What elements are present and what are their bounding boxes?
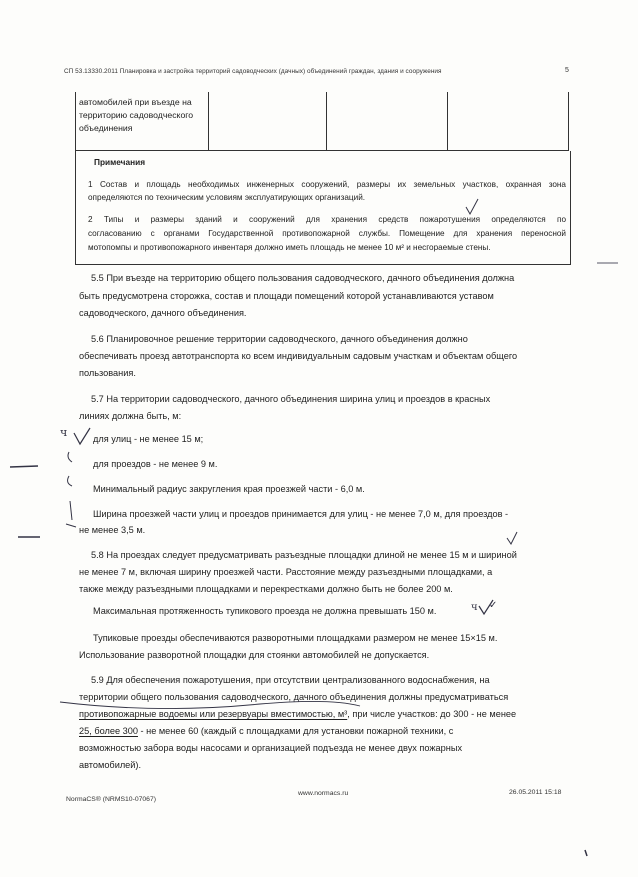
clause-text: , при числе участков: до 300 - не менее	[347, 709, 517, 719]
clause-5-9-line: территории общего пользования садоводческого, дачного объединения должны предусматриваться	[79, 692, 509, 702]
clause-5-5-line: 5.5 При въезде на территорию общего пользования садоводческого, дачного объединения должна	[91, 273, 515, 283]
clause-5-8-line: не менее 7 м, включая ширину проезжей части. Расстояние между разъездными площадками, а	[79, 567, 493, 577]
clause-5-7-streets: для улиц - не менее 15 м;	[93, 434, 204, 444]
underlined-phrase: противопожарные водоемы или резервуары вместимостью, м³	[79, 709, 348, 719]
clause-5-8-deadend: Максимальная протяженность тупикового проезда не должна превышать 150 м.	[93, 606, 437, 616]
note-2-line: 2 Типы и размеры зданий и сооружений для хранения средств пожаротушения определяются по	[88, 215, 566, 224]
clause-5-8-turn-line: Тупиковые проезды обеспечиваются разворотными площадками размером не менее 15×15 м.	[93, 633, 498, 643]
clause-5-5-line: садоводческого, дачного объединения.	[79, 308, 247, 318]
pen-underline	[60, 701, 360, 708]
margin-dash-mark	[10, 466, 38, 467]
clause-5-7-radius: Минимальный радиус закругления края проезжей части - 6,0 м.	[93, 484, 365, 494]
clause-5-8-line: 5.8 На проездах следует предусматривать разъездные площадки длиной не менее 15 м и шириной	[91, 550, 517, 560]
clause-5-7-line: 5.7 На территории садоводческого, дачного объединения ширина улиц и проездов в красных	[91, 394, 491, 404]
cell-line: объединения	[79, 123, 133, 133]
notes-title: Примечания	[94, 157, 146, 167]
underlined-phrase: 25, более 300	[79, 726, 138, 736]
pen-scribble	[68, 476, 72, 486]
pen-dot	[585, 850, 587, 856]
footer-left: NormaCS® (NRMS10-07067)	[66, 796, 156, 803]
pen-scribble	[68, 452, 72, 462]
pen-scribble	[66, 501, 76, 527]
clause-5-5-line: быть предусмотрена сторожка, состав и площади помещений которой устанавливаются уставом	[79, 291, 494, 301]
clause-5-7-width-line: Ширина проезжей части улиц и проездов принимается для улиц - не менее 7,0 м, для проездов -	[93, 509, 509, 519]
clause-5-7-line: линиях должна быть, м:	[79, 411, 182, 421]
clause-text: - не менее 60 (каждый с площадками для установки пожарной техники, с	[137, 726, 454, 736]
clause-5-7-width-line: не менее 3,5 м.	[79, 525, 146, 535]
clause-5-8-turn-line: Использование разворотной площадки для стоянки автомобилей не допускается.	[79, 650, 430, 660]
handwritten-mark: ч	[60, 426, 68, 439]
cell-line: территорию садоводческого	[79, 110, 194, 120]
note-1-line: определяются по техническим условиям эксплуатирующих организаций.	[88, 193, 366, 202]
clause-5-7-passages: для проездов - не менее 9 м.	[93, 459, 218, 469]
running-header: СП 53.13330.2011 Планировка и застройка территорий садоводческих (дачных) объединений граждан, здания и сооружения	[64, 68, 442, 75]
clause-5-6-line: 5.6 Планировочное решение территории садоводческого, дачного объединения должно	[91, 334, 468, 344]
clause-5-9-line: автомобилей).	[79, 760, 142, 770]
footer-center: www.normacs.ru	[298, 790, 349, 797]
clause-5-9-line: 5.9 Для обеспечения пожаротушения, при отсутствии централизованного водоснабжения, на	[91, 675, 490, 685]
note-2-line: согласованию с органами Государственной противопожарной службы. Помещение для хранения переносной	[88, 229, 566, 238]
clause-5-6-line: обеспечивать проезд автотранспорта ко всем индивидуальным садовым участкам и объектам общего	[79, 351, 518, 361]
checkmark-icon	[74, 428, 90, 444]
handwritten-mark: ч	[471, 602, 478, 613]
note-2-line: мотопомпы и противопожарного инвентаря должно иметь площадь не менее 10 м² и несгораемые стены.	[88, 243, 491, 252]
clause-5-8-line: также между разъездными площадками и перекрестками должно быть не более 200 м.	[79, 584, 453, 594]
clause-5-9-line: возможностью забора воды насосами и организацией подъезда не менее двух пожарных	[79, 743, 463, 753]
note-1-line: 1 Состав и площадь необходимых инженерных сооружений, размеры их земельных участков, охранная зона	[88, 180, 566, 189]
checkmark-icon	[466, 199, 478, 214]
page-number: 5	[565, 67, 569, 74]
handwritten-check: ✓	[489, 600, 498, 611]
clause-5-6-line: пользования.	[79, 368, 136, 378]
cell-line: автомобилей при въезде на	[79, 97, 192, 107]
footer-right: 26.05.2011 15:18	[509, 789, 562, 796]
